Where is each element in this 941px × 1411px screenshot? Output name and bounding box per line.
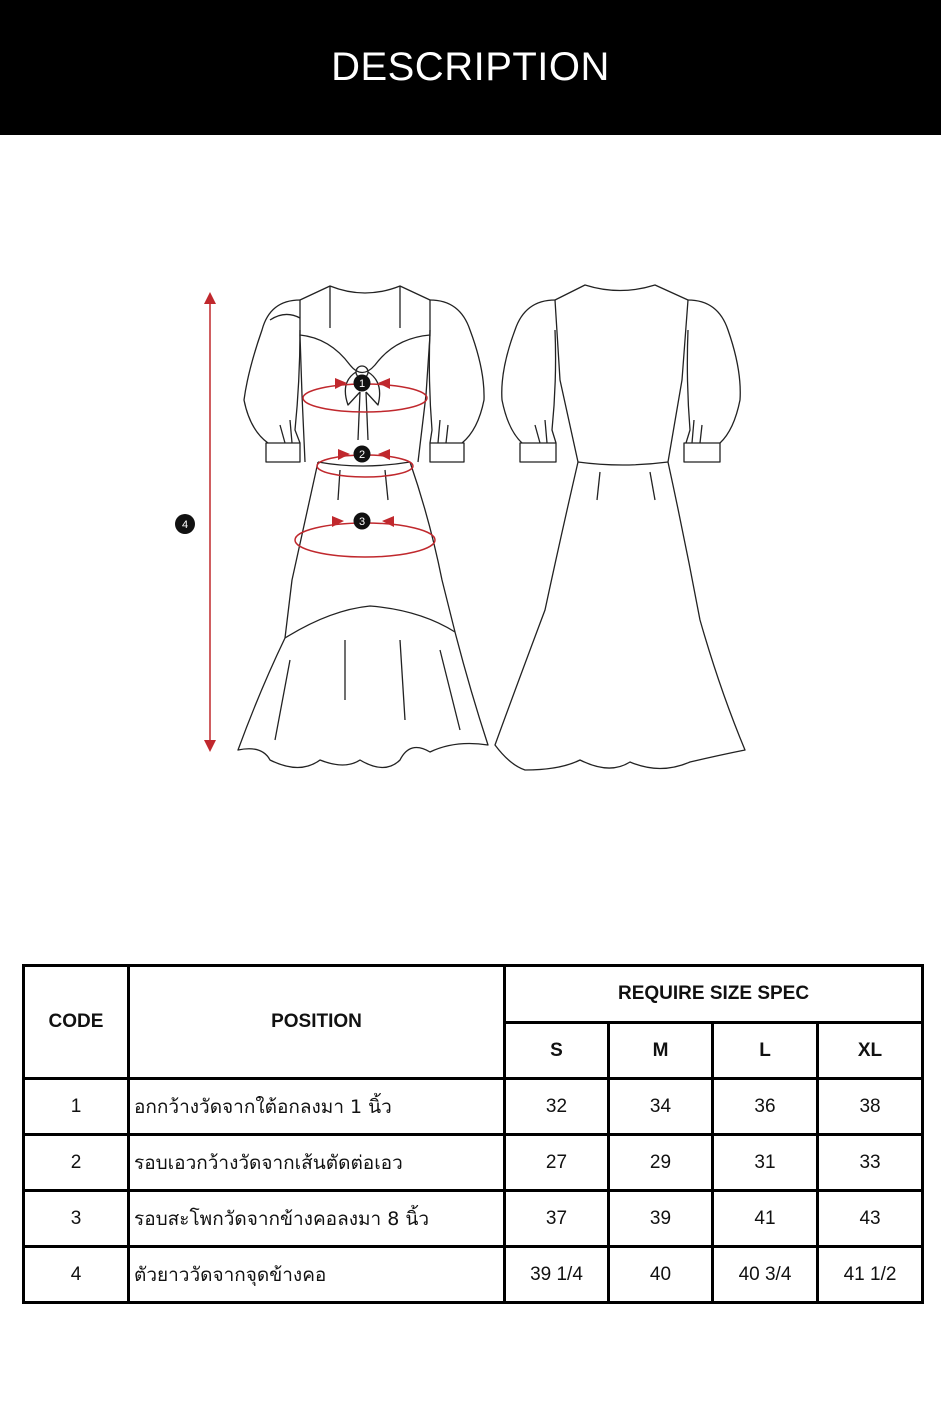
size-spec-table bbox=[22, 964, 924, 1304]
row-code: 2 bbox=[24, 1135, 129, 1191]
value-xl: 43 bbox=[818, 1191, 923, 1247]
table-row bbox=[24, 1079, 923, 1135]
row-position: ตัวยาววัดจากจุดข้างคอ bbox=[129, 1247, 505, 1303]
value-m: 39 bbox=[609, 1191, 713, 1247]
size-header-l: L bbox=[713, 1023, 818, 1079]
svg-text:2: 2 bbox=[358, 449, 366, 461]
value-xl: 38 bbox=[818, 1079, 923, 1135]
svg-text:1: 1 bbox=[358, 378, 366, 390]
value-l: 31 bbox=[713, 1135, 818, 1191]
col-header-code: CODE bbox=[24, 966, 129, 1079]
value-m: 29 bbox=[609, 1135, 713, 1191]
size-header-xl: XL bbox=[818, 1023, 923, 1079]
value-s: 27 bbox=[505, 1135, 609, 1191]
length-arrow bbox=[204, 292, 216, 752]
dress-illustration bbox=[0, 270, 941, 800]
col-header-require-size-spec: REQUIRE SIZE SPEC bbox=[505, 966, 923, 1023]
value-l: 40 3/4 bbox=[713, 1247, 818, 1303]
svg-text:3: 3 bbox=[358, 516, 366, 528]
marker-2 bbox=[354, 446, 371, 463]
value-xl: 41 1/2 bbox=[818, 1247, 923, 1303]
table-row bbox=[24, 1191, 923, 1247]
col-header-position: POSITION bbox=[129, 966, 505, 1079]
page-title: DESCRIPTION bbox=[331, 45, 610, 89]
value-xl: 33 bbox=[818, 1135, 923, 1191]
value-s: 39 1/4 bbox=[505, 1247, 609, 1303]
value-s: 37 bbox=[505, 1191, 609, 1247]
marker-1 bbox=[354, 375, 371, 392]
row-position: รอบเอวกว้างวัดจากเส้นตัดต่อเอว bbox=[129, 1135, 505, 1191]
size-header-m: M bbox=[609, 1023, 713, 1079]
size-header-s: S bbox=[505, 1023, 609, 1079]
row-code: 4 bbox=[24, 1247, 129, 1303]
value-l: 41 bbox=[713, 1191, 818, 1247]
value-l: 36 bbox=[713, 1079, 818, 1135]
table-row bbox=[24, 1247, 923, 1303]
row-code: 1 bbox=[24, 1079, 129, 1135]
marker-3 bbox=[354, 513, 371, 530]
row-position: อกกว้างวัดจากใต้อกลงมา 1 นิ้ว bbox=[129, 1079, 505, 1135]
value-s: 32 bbox=[505, 1079, 609, 1135]
value-m: 34 bbox=[609, 1079, 713, 1135]
marker-4 bbox=[175, 514, 195, 534]
svg-text:4: 4 bbox=[181, 519, 189, 531]
value-m: 40 bbox=[609, 1247, 713, 1303]
row-code: 3 bbox=[24, 1191, 129, 1247]
dress-back-view bbox=[495, 285, 745, 770]
page-header bbox=[0, 0, 941, 135]
row-position: รอบสะโพกวัดจากข้างคอลงมา 8 นิ้ว bbox=[129, 1191, 505, 1247]
table-row bbox=[24, 1135, 923, 1191]
